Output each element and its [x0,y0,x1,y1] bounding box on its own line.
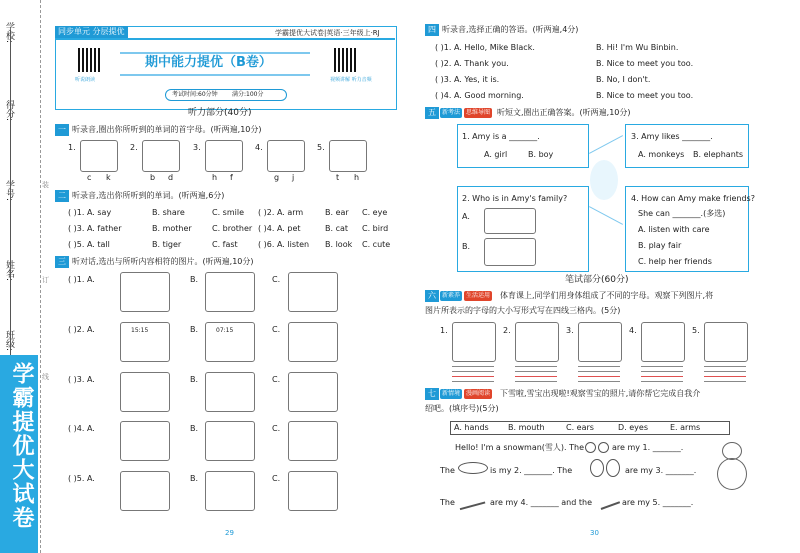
q7-number: 七 [425,388,439,400]
q1-item-num: 3. [193,143,201,152]
mindmap-tag: 思维导图 [466,109,491,116]
class-label: 班级: [4,330,14,352]
q2-row2-item2[interactable]: ( )4. A. pet [258,224,301,233]
q2-row3-item1[interactable]: ( )5. A. tall [68,240,110,249]
q5-b4-question: 4. How can Amy make friends? [631,194,755,203]
q2-option[interactable]: B. share [152,208,185,217]
q6-num: 3. [566,326,574,335]
hand-picture[interactable] [288,372,338,412]
spine-char-2: 订 [42,276,49,284]
mindmap-box-3 [625,124,749,168]
page-number-right: 30 [590,529,599,537]
snowman-line-3c[interactable]: are my 5. _______. [622,498,694,507]
comic-tag: 漫画阅读 [466,390,491,397]
ear-picture[interactable] [120,372,170,412]
q6-num: 2. [503,326,511,335]
q4-instruction: 听录音,选择正确的答语。(听两遍,4分) [442,25,579,34]
new-context-tag: 新情境 [442,390,461,397]
eye-icon [585,442,596,453]
binding-sidebar [0,0,49,553]
picture-a[interactable] [120,322,170,362]
q5-b4-b[interactable]: B. play fair [638,241,682,250]
q1-option[interactable]: f [230,173,233,182]
q5-b4-a[interactable]: A. listen with care [638,225,710,234]
page-number-left: 29 [225,529,234,537]
q3-number: 三 [55,256,69,268]
picture-c[interactable] [288,272,338,312]
q6-num: 4. [629,326,637,335]
q4-row1-a[interactable]: ( )1. A. Hello, Mike Black. [435,43,535,52]
word-option: B. mouth [508,423,545,432]
clock-time-b: 07:15 [216,327,234,334]
q2-row2-item1[interactable]: ( )3. A. father [68,224,122,233]
q2-option[interactable]: C. smile [212,208,244,217]
arm-icon [457,490,486,510]
snowman-line-3b[interactable]: are my 4. _______ and the [490,498,592,507]
q5-number: 五 [425,107,439,119]
q1-item-num: 4. [255,143,263,152]
snowman-line-1a: Hello! I'm a snowman(雪人). The [455,443,585,452]
q3-option-c-label[interactable]: C. [272,424,281,433]
q4-row1-b[interactable]: B. Hi! I'm Wu Binbin. [596,43,679,52]
snowman-picture [712,440,752,495]
qr-code-icon [334,48,358,72]
q6-number: 六 [425,290,439,302]
q2-option[interactable]: C. fast [212,240,238,249]
picture-b[interactable] [205,322,255,362]
monkey-picture[interactable] [120,421,170,461]
q2-option[interactable]: B. tiger [152,240,182,249]
q2-option[interactable]: B. ear [325,208,349,217]
q2-option[interactable]: C. cute [362,240,391,249]
q1-option[interactable]: t [336,173,340,182]
q1-option[interactable]: h [212,173,218,182]
q3-option-b-label[interactable]: B. [190,424,199,433]
hand-icon [596,488,620,510]
body-letter-picture [578,322,622,362]
q4-row2-a[interactable]: ( )2. A. Thank you. [435,59,509,68]
qr-code-icon [78,48,102,72]
q3-option-c-label[interactable]: C. [272,325,281,334]
q4-row3-b[interactable]: B. No, I don't. [596,75,651,84]
q3-item-label[interactable]: ( )5. A. [68,474,95,483]
page-title: 期中能力提优（B卷） [145,55,272,70]
id-label: 学号: [4,180,14,202]
writing-grid[interactable] [641,366,683,382]
q6-instruction: 体育课上,同学们用身体组成了不同的字母。观察下列图片,将 [500,291,714,300]
q2-row3-item2[interactable]: ( )6. A. listen [258,240,310,249]
body-letter-picture [704,322,748,362]
family-picture-a[interactable] [484,208,536,234]
exam-score: 满分:100分 [232,91,264,98]
q5-b1-b[interactable]: B. boy [528,150,554,159]
q1-option[interactable]: c [87,173,92,182]
q4-number: 四 [425,24,439,36]
q1-item-num: 1. [68,143,76,152]
q2-option[interactable]: B. mother [152,224,192,233]
q4-row2-b[interactable]: B. Nice to meet you too. [596,59,694,68]
body-letter-picture [452,322,496,362]
q3-item-label[interactable]: ( )2. A. [68,325,95,334]
q1-option[interactable]: g [274,173,280,182]
spine-char-1: 装 [42,181,49,189]
word-option: E. arms [670,423,701,432]
eye-picture[interactable] [205,372,255,412]
q5-b4-c[interactable]: C. help her friends [638,257,712,266]
series-tag: 学霸提优大试卷|英语·三年级上·RJ [275,29,380,37]
girl-picture [267,140,305,172]
q5-b2-b[interactable]: B. [462,242,471,251]
q2-option[interactable]: C. brother [212,224,253,233]
mouth-icon [458,462,488,474]
snowman-line-2c[interactable]: are my 3. _______. [625,466,697,475]
cat-picture [80,140,118,172]
q6-num: 1. [440,326,448,335]
exam-time: 考试时间:60分钟 [172,91,218,98]
q5-b1-a[interactable]: A. girl [484,150,508,159]
q1-option[interactable]: d [168,173,174,182]
teacher-picture [329,140,367,172]
rabbit-picture[interactable] [205,421,255,461]
q1-number: 一 [55,124,69,136]
q3-option-c-label[interactable]: C. [272,375,281,384]
q6-num: 5. [692,326,700,335]
q1-instruction: 听录音,圈出你所听到的单词的首字母。(听两遍,10分) [72,125,262,134]
q2-number: 二 [55,190,69,202]
picture-a[interactable] [120,471,170,511]
family-picture-b[interactable] [484,238,536,266]
writing-grid[interactable] [452,366,494,382]
q2-option[interactable]: C. bird [362,224,389,233]
face-picture [205,140,243,172]
life-use-tag: 生活运用 [466,292,491,299]
fish-picture[interactable] [288,421,338,461]
q1-option[interactable]: h [354,173,360,182]
unit-tag: 同步单元 分层提优 [55,26,128,38]
q5-b3-b[interactable]: B. elephants [693,150,744,159]
q1-option[interactable]: j [292,173,295,182]
score-label: 得分: [4,100,14,122]
writing-grid[interactable] [704,366,746,382]
q5-b3-a[interactable]: A. monkeys [638,150,685,159]
q1-option[interactable]: b [150,173,156,182]
q7-instruction: 下雪啦,雪宝出现啦!观察雪宝的照片,请你帮它完成自我介 [500,389,701,398]
ear-icon [606,459,620,477]
q3-option-b-label[interactable]: B. [190,325,199,334]
bag-picture [142,140,180,172]
q6-instruction-cont: 图片所表示的字母的大小写形式写在四线三格内。(5分) [425,306,621,315]
q5-b1-question: 1. Amy is a _______. [462,132,540,141]
cut-line [40,0,41,553]
mindmap-connector [589,206,623,225]
fill-line [10,30,11,360]
q2-option[interactable]: C. eye [362,208,388,217]
q7-instruction-cont: 绍吧。(填序号)(5分) [425,404,499,413]
mindmap-connector [589,135,623,154]
q5-b4-prompt: She can _______.(多选) [638,209,726,218]
snowman-line-2b[interactable]: is my 2. _______. The [490,466,573,475]
name-label: 姓名: [4,260,14,282]
q3-option-b-label[interactable]: B. [190,375,199,384]
word-option: D. eyes [618,423,648,432]
listening-section-title: 听力部分(40分) [188,108,252,118]
q4-row4-a[interactable]: ( )4. A. Good morning. [435,91,524,100]
q5-b2-question: 2. Who is in Amy's family? [462,194,568,203]
snowman-line-1b[interactable]: are my 1. _______. [612,443,684,452]
q3-item-label[interactable]: ( )3. A. [68,375,95,384]
q2-row1-item2[interactable]: ( )2. A. arm [258,208,304,217]
picture-b[interactable] [205,471,255,511]
picture-b[interactable] [205,272,255,312]
q3-option-c-label[interactable]: C. [272,474,281,483]
qr-left-caption: 听说朗读 [75,77,96,83]
q3-option-b-label[interactable]: B. [190,275,199,284]
eye-icon [598,442,609,453]
picture-a[interactable] [120,272,170,312]
q3-item-label[interactable]: ( )4. A. [68,424,95,433]
writing-grid[interactable] [578,366,620,382]
q3-option-b-label[interactable]: B. [190,474,199,483]
q3-item-label[interactable]: ( )1. A. [68,275,95,284]
body-letter-picture [641,322,685,362]
q2-option[interactable]: B. cat [325,224,349,233]
amy-avatar [590,160,618,200]
word-option: C. ears [566,423,594,432]
q3-instruction: 听对话,选出与所听内容相符的图片。(听两遍,10分) [72,257,254,266]
q1-item-num: 2. [130,143,138,152]
mindmap-box-1 [457,124,589,168]
q2-instruction: 听录音,选出你所听到的单词。(听两遍,6分) [72,191,225,200]
snowman-line-3a: The [440,498,455,507]
word-option: A. hands [454,423,489,432]
snowman-line-2a: The [440,466,455,475]
clock-time-a: 15:15 [131,327,149,334]
q1-option[interactable]: k [106,173,111,182]
picture-c[interactable] [288,322,338,362]
qr-right-caption: 视频讲解 听力音频 [330,77,372,83]
writing-grid[interactable] [515,366,557,382]
q4-row4-b[interactable]: B. Nice to meet you too. [596,91,694,100]
q2-option[interactable]: B. look [325,240,353,249]
spine-char-3: 线 [42,373,49,381]
brand-logo: 学霸提优大试卷 [9,362,34,530]
q1-item-num: 5. [317,143,325,152]
q5-b2-a[interactable]: A. [462,212,470,221]
q3-option-c-label[interactable]: C. [272,275,281,284]
new-method-tag: 新考法 [442,109,461,116]
school-label: 学校: [4,22,14,44]
written-section-title: 笔试部分(60分) [565,275,629,285]
q5-b3-question: 3. Amy likes _______. [631,132,713,141]
picture-c[interactable] [288,471,338,511]
ear-icon [590,459,604,477]
q4-row3-a[interactable]: ( )3. A. Yes, it is. [435,75,500,84]
body-letter-picture [515,322,559,362]
new-literacy-tag: 新素养 [442,292,461,299]
q2-row1-item1[interactable]: ( )1. A. say [68,208,112,217]
q5-instruction: 听短文,圈出正确答案。(听两遍,10分) [497,108,631,117]
